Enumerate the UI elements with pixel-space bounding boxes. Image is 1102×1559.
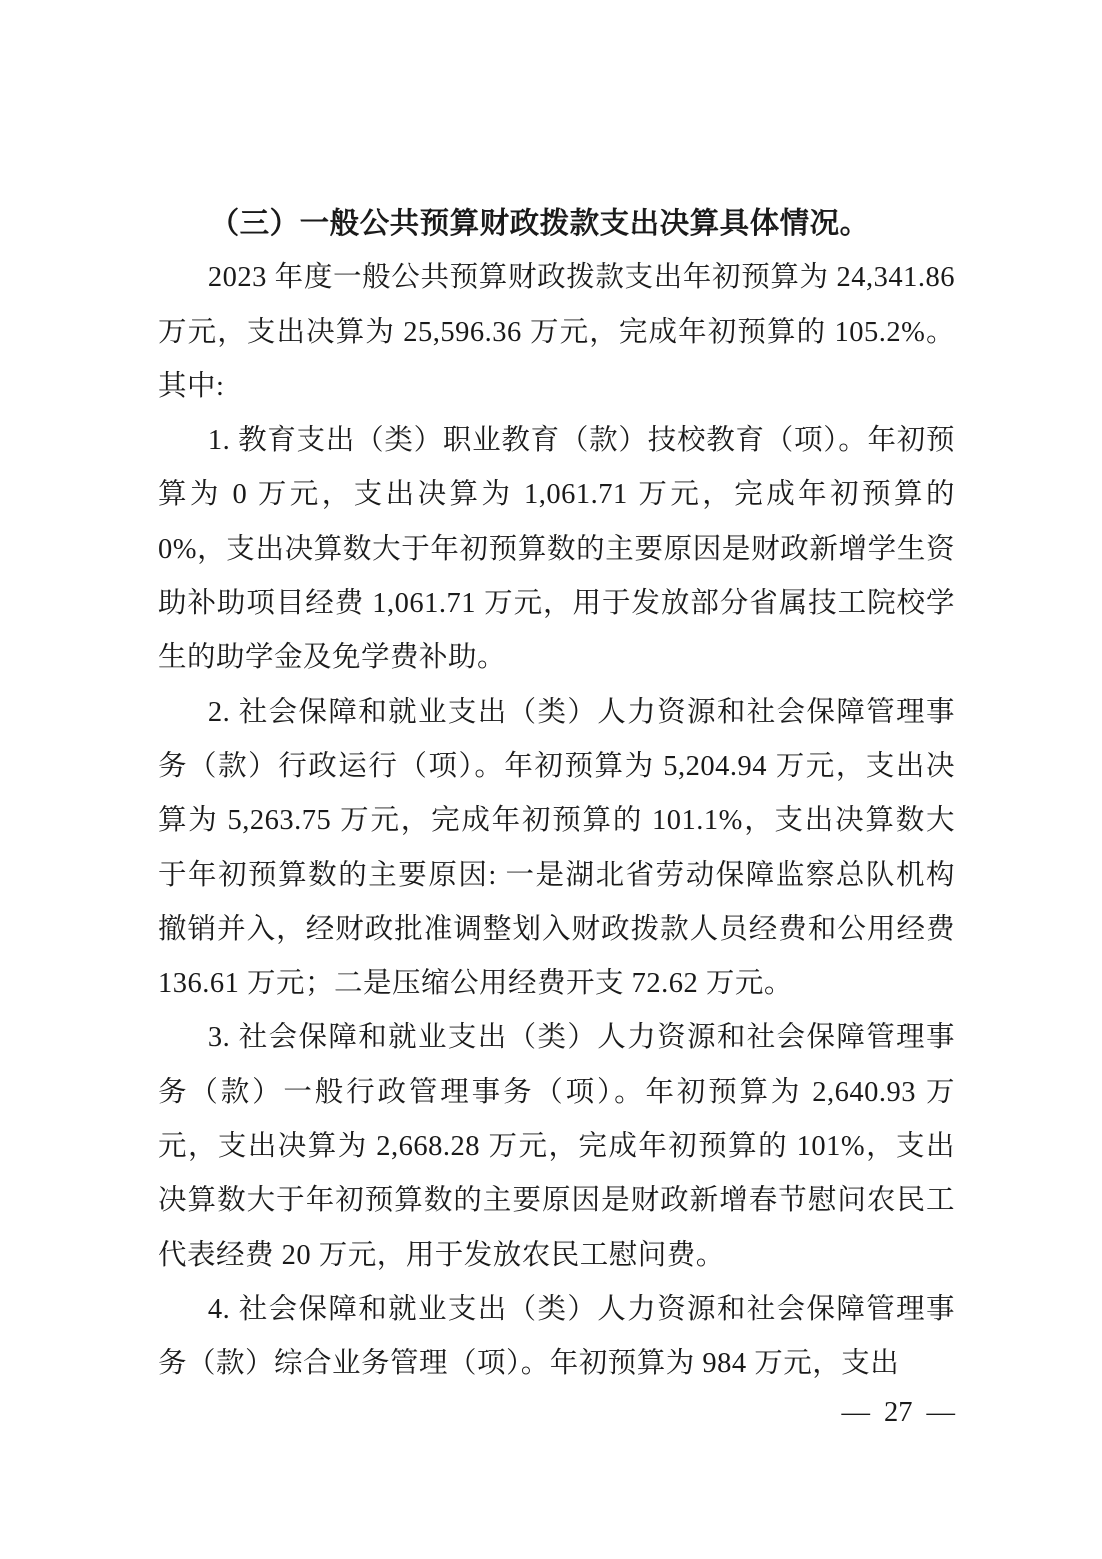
paragraph-item-1-education: 1. 教育支出（类）职业教育（款）技校教育（项）。年初预算为 0 万元，支出决算为 1,061.71 万元，完成年初预算的 0%，支出决算数大于年初预算数的主要原因是财政新增学生资助补助项目经费 1,061.71 万元，用于发放部分省属技工院校学生的助学金及免学费补助。 — [158, 425, 955, 674]
paragraph-item-4-comprehensive-management: 4. 社会保障和就业支出（类）人力资源和社会保障管理事务（款）综合业务管理（项）。年初预算为 984 万元，支出 — [158, 1293, 955, 1380]
paragraph-item-3-general-admin: 3. 社会保障和就业支出（类）人力资源和社会保障管理事务（款）一般行政管理事务（项）。年初预算为 2,640.93 万元，支出决算为 2,668.28 万元，完成年初预算的 101%，支出决算数大于年初预算数的主要原因是财政新增春节慰问农民工代表经费 20 万元，用于发放农民工慰问费。 — [158, 1022, 955, 1271]
page-footer — [842, 1396, 956, 1430]
paragraph-item-2-admin-operation: 2. 社会保障和就业支出（类）人力资源和社会保障管理事务（款）行政运行（项）。年初预算为 5,204.94 万元，支出决算为 5,263.75 万元，完成年初预算的 101.1%，支出决算数大于年初预算数的主要原因: 一是湖北省劳动保障监察总队机构撤销并入，经财政批准调整划入财政拨款人员经费和公用经费 136.61 万元；二是压缩公用经费开支 72.62 万元。 — [158, 696, 955, 1000]
footer-dash-left: — — [841, 1397, 870, 1428]
page-number: 27 — [884, 1397, 913, 1428]
document-body — [158, 197, 955, 1392]
paragraph-intro-budget-summary: 2023 年度一般公共预算财政拨款支出年初预算为 24,341.86 万元，支出决算为 25,596.36 万元，完成年初预算的 105.2%。其中: — [158, 262, 955, 402]
section-heading: （三）一般公共预算财政拨款支出决算具体情况。 — [209, 208, 870, 240]
footer-dash-right: — — [926, 1397, 955, 1428]
